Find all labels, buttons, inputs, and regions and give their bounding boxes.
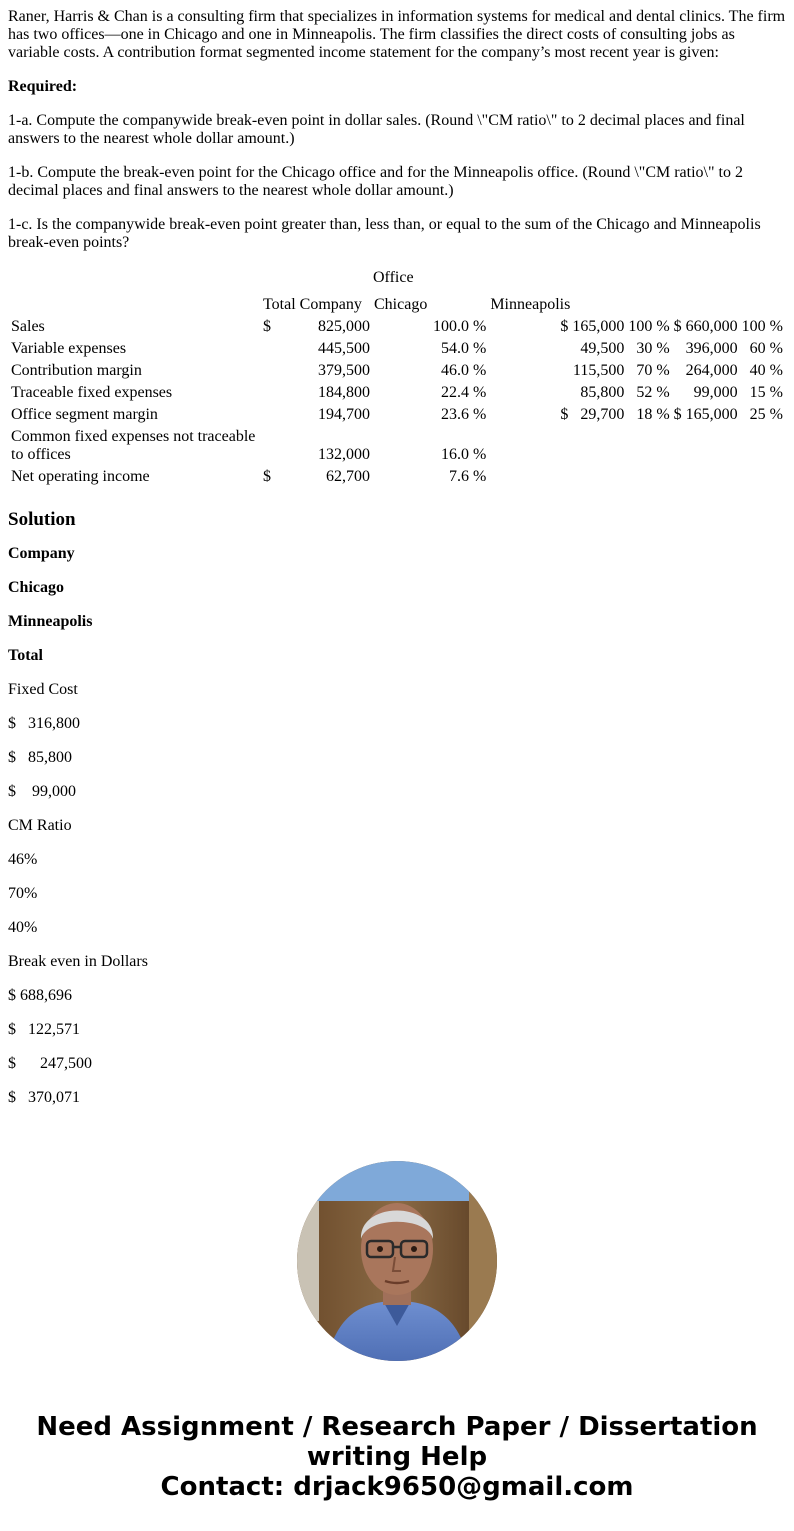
table-header-row-columns <box>10 295 784 315</box>
spacer <box>489 467 531 487</box>
total-currency <box>262 361 279 381</box>
solution-line: $ 85,800 <box>8 749 72 766</box>
chicago-amount: 115,500 <box>572 362 625 379</box>
total-percent: 100.0 <box>433 318 469 335</box>
total-percent-sign: % <box>473 340 487 357</box>
spacer <box>489 361 531 381</box>
minneapolis-currency <box>673 383 683 403</box>
solution-line: Total <box>8 647 43 664</box>
header-blank <box>533 268 784 293</box>
table-row <box>10 361 784 381</box>
author-photo <box>297 1161 497 1361</box>
solution-line: Company <box>8 545 75 562</box>
minneapolis-currency: $ <box>673 318 682 335</box>
total-percent-sign: % <box>473 468 487 485</box>
chicago-currency <box>559 427 569 465</box>
total-amount: 132,000 <box>318 446 370 463</box>
chicago-currency: $ <box>560 406 569 423</box>
solution-line: 70% <box>8 885 38 902</box>
solution-lines <box>8 545 786 1107</box>
minneapolis-percent-sign: % <box>769 384 783 401</box>
document-body <box>0 8 794 1107</box>
table-row <box>10 427 784 465</box>
chicago-header: Chicago <box>374 296 428 313</box>
spacer <box>533 339 557 359</box>
minneapolis-currency: $ <box>673 406 682 423</box>
solution-line: 40% <box>8 919 38 936</box>
total-currency <box>262 405 279 425</box>
total-percent-sign: % <box>473 318 487 335</box>
table-row <box>10 339 784 359</box>
chicago-percent: 18 <box>636 406 653 423</box>
solution-line: Break even in Dollars <box>8 953 148 970</box>
minneapolis-percent: 25 <box>749 406 766 423</box>
total-currency <box>262 383 279 403</box>
row-label: Common fixed expenses not traceable to offices <box>11 428 256 463</box>
total-percent-sign: % <box>473 384 487 401</box>
spacer <box>489 383 531 403</box>
promo-line-2: writing Help <box>306 1442 488 1472</box>
minneapolis-amount: 264,000 <box>685 362 738 379</box>
table-row <box>10 317 784 337</box>
minneapolis-percent: 60 <box>749 340 766 357</box>
minneapolis-amount <box>685 427 739 465</box>
income-statement-table <box>8 266 786 489</box>
solution-heading: Solution <box>8 509 76 530</box>
solution-line: 46% <box>8 851 38 868</box>
total-amount: 62,700 <box>326 468 370 485</box>
solution-line: $ 99,000 <box>8 783 76 800</box>
solution-line: Fixed Cost <box>8 681 78 698</box>
solution-line: $ 316,800 <box>8 715 80 732</box>
spacer <box>533 361 557 381</box>
office-header: Office <box>373 269 414 286</box>
spacer <box>489 339 531 359</box>
minneapolis-percent-sign <box>769 467 784 487</box>
minneapolis-percent-sign: % <box>769 362 783 379</box>
promo-banner <box>0 1412 794 1502</box>
total-amount: 825,000 <box>318 318 370 335</box>
question-1a: 1-a. Compute the companywide break-even point in dollar sales. (Round \"CM ratio\" to 2 decimal places and final answers to the nearest whole dollar amount.) <box>8 112 745 147</box>
minneapolis-percent <box>741 467 767 487</box>
total-percent: 23.6 <box>441 406 469 423</box>
question-1c: 1-c. Is the companywide break-even point greater than, less than, or equal to the sum of the Chicago and Minneapolis break-even points? <box>8 216 761 251</box>
row-label: Traceable fixed expenses <box>11 384 173 401</box>
spacer <box>533 467 557 487</box>
minneapolis-currency <box>673 361 683 381</box>
total-currency: $ <box>263 468 271 485</box>
total-amount: 379,500 <box>318 362 370 379</box>
row-label: Contribution margin <box>11 362 142 379</box>
chicago-percent-sign <box>655 427 670 465</box>
spacer <box>533 383 557 403</box>
minneapolis-percent-sign: % <box>769 406 783 423</box>
chicago-percent: 70 <box>636 362 653 379</box>
total-percent-sign: % <box>473 406 487 423</box>
question-1b: 1-b. Compute the break-even point for the Chicago office and for the Minneapolis office. (Round \"CM ratio\" to 2 decimal places and final answers to the nearest whole dollar amount.) <box>8 164 743 199</box>
total-amount: 184,800 <box>318 384 370 401</box>
chicago-amount <box>571 467 625 487</box>
chicago-currency <box>559 467 569 487</box>
author-portrait-image <box>297 1161 497 1361</box>
header-blank <box>10 295 260 315</box>
chicago-amount: 29,700 <box>580 406 625 423</box>
total-amount: 194,700 <box>318 406 370 423</box>
minneapolis-currency <box>673 339 683 359</box>
minneapolis-header: Minneapolis <box>490 296 571 313</box>
total-amount: 445,500 <box>318 340 370 357</box>
minneapolis-amount: 396,000 <box>685 340 738 357</box>
solution-line: Chicago <box>8 579 64 596</box>
minneapolis-percent-sign <box>769 427 784 465</box>
chicago-currency <box>559 383 569 403</box>
solution-line: $ 122,571 <box>8 1021 80 1038</box>
chicago-percent-sign: % <box>656 406 670 423</box>
chicago-percent: 30 <box>636 340 653 357</box>
chicago-percent <box>627 467 653 487</box>
solution-line: $ 688,696 <box>8 987 72 1004</box>
chicago-amount: 49,500 <box>580 340 625 357</box>
table-row <box>10 383 784 403</box>
total-percent: 7.6 <box>449 468 469 485</box>
row-label: Sales <box>11 318 45 335</box>
header-blank <box>627 295 784 315</box>
minneapolis-percent-sign: % <box>769 318 783 335</box>
total-percent-sign: % <box>473 362 487 379</box>
chicago-percent <box>627 427 653 465</box>
spacer <box>489 317 531 337</box>
chicago-amount <box>571 427 625 465</box>
row-label: Office segment margin <box>11 406 158 423</box>
solution-line: Minneapolis <box>8 613 93 630</box>
chicago-percent-sign: % <box>656 340 670 357</box>
minneapolis-amount: 99,000 <box>693 384 738 401</box>
total-currency: $ <box>263 318 271 335</box>
minneapolis-amount: 165,000 <box>685 406 738 423</box>
minneapolis-amount <box>685 467 739 487</box>
header-blank <box>10 268 260 293</box>
spacer <box>489 405 531 425</box>
spacer <box>489 427 531 465</box>
solution-line: CM Ratio <box>8 817 72 834</box>
minneapolis-currency <box>673 467 683 487</box>
total-percent-sign: % <box>473 446 487 463</box>
chicago-percent-sign: % <box>656 318 670 335</box>
solution-line: $ 247,500 <box>8 1055 92 1072</box>
table-header-row-office <box>10 268 784 293</box>
chicago-percent-sign: % <box>656 384 670 401</box>
solution-line: $ 370,071 <box>8 1089 80 1106</box>
minneapolis-percent <box>741 427 767 465</box>
row-label: Variable expenses <box>11 340 127 357</box>
total-percent: 54.0 <box>441 340 469 357</box>
table-row <box>10 405 784 425</box>
minneapolis-amount: 660,000 <box>685 318 738 335</box>
chicago-amount: 85,800 <box>580 384 625 401</box>
spacer <box>533 427 557 465</box>
spacer <box>533 405 557 425</box>
minneapolis-percent: 15 <box>749 384 766 401</box>
chicago-amount: 165,000 <box>572 318 625 335</box>
total-percent: 22.4 <box>441 384 469 401</box>
total-company-header: Total Company <box>263 296 362 313</box>
total-percent: 16.0 <box>441 446 469 463</box>
spacer <box>533 317 557 337</box>
promo-line-1: Need Assignment / Research Paper / Dissertation <box>36 1412 758 1442</box>
chicago-currency <box>559 361 569 381</box>
total-currency <box>262 427 279 465</box>
chicago-percent-sign: % <box>656 362 670 379</box>
chicago-percent-sign <box>655 467 670 487</box>
header-blank <box>262 268 371 293</box>
minneapolis-percent: 100 <box>741 318 766 335</box>
row-label: Net operating income <box>11 468 150 485</box>
minneapolis-percent-sign: % <box>769 340 783 357</box>
chicago-percent: 100 <box>628 318 653 335</box>
total-currency <box>262 339 279 359</box>
total-percent: 46.0 <box>441 362 469 379</box>
chicago-currency <box>559 339 569 359</box>
promo-contact[interactable]: Contact: drjack9650@gmail.com <box>160 1472 634 1502</box>
chicago-currency: $ <box>560 318 569 335</box>
minneapolis-currency <box>673 427 683 465</box>
required-label: Required: <box>8 78 78 95</box>
minneapolis-percent: 40 <box>749 362 766 379</box>
table-row <box>10 467 784 487</box>
chicago-percent: 52 <box>636 384 653 401</box>
intro-paragraph: Raner, Harris & Chan is a consulting firm that specializes in information systems for medical and dental clinics. The firm has two offices—one in Chicago and one in Minneapolis. The firm classifies the direct costs of consulting jobs as variable costs. A contribution format segmented income statement for the company’s most recent year is given: <box>8 8 786 61</box>
